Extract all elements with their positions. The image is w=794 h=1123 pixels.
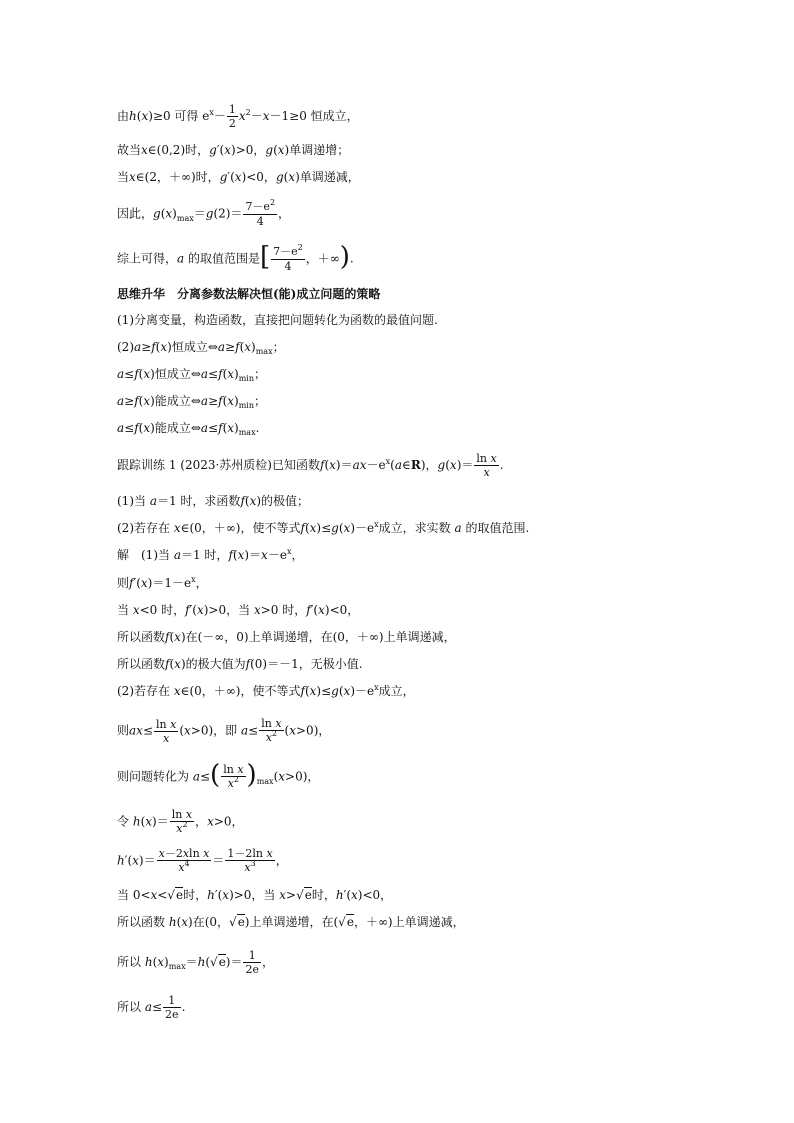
line-1: 由h(x)≥0 可得 $e^x-$ $\frac{1}{2}$ $x^2-x-1\ge 0$ 恒成立， xyxy=(117,103,359,130)
line-5: 综上可得，a 的取值范围是[ $\frac{7-e^2}{4}$ ，＋∞). xyxy=(117,242,354,273)
line-6: 思维升华 分离参数法解决恒(能)成立问题的策略 xyxy=(117,287,381,301)
line-18: 所以函数f(x)在(－∞，0)上单调递增，在(0，＋∞)上单调递减， xyxy=(117,630,456,644)
line-22: 则问题转化为 a≤( $\frac{\text{ln x}}{x^2}$ )$_{max}(x>0)$， xyxy=(117,760,320,790)
line-20: (2)若存在 x∈(0，＋∞)，使不等式$f(x)\le g(x)-e^x$成立， xyxy=(117,683,415,698)
line-26: 所以函数 h(x)在(0，√e)上单调递增，在(√e，＋∞)上单调递减， xyxy=(117,915,465,929)
line-27: 所以 $h(x)_{max}=h(√e)=$ $\frac{1}{2e}$ ， xyxy=(117,949,275,976)
line-16: 则$f'(x)=1-e^x$， xyxy=(117,575,208,590)
line-21: 则ax≤ $\frac{\text{ln x}}{x}$ (x>0)，即 a≤ $\frac{\text{ln x}}{x^2}$ (x>0)， xyxy=(117,717,331,745)
line-10: a≥f(x)能成立$\Leftrightarrow a\ge f(x)_{min}$； xyxy=(117,394,267,410)
line-2: 故当x∈(0,2)时，g′(x)>0，g(x)单调递增； xyxy=(117,143,350,157)
line-7: (1)分离变量，构造函数，直接把问题转化为函数的最值问题. xyxy=(117,313,438,327)
line-17: 当 x<0 时，f′(x)>0，当 x>0 时，f′(x)<0， xyxy=(117,603,360,617)
line-25: 当 0<x<√e时，h′(x)>0，当 x>√e时，h′(x)<0， xyxy=(117,888,393,902)
line-11: a≤f(x)能成立$\Leftrightarrow a\le f(x)_{max}$. xyxy=(117,421,260,437)
line-12: 跟踪训练 1 (2023·苏州质检)已知函数$f(x)=ax-e^x(a\in R)$，g(x)＝ $\frac{\text{ln x}}{x}$ . xyxy=(117,452,504,479)
line-8: (2)a≥f(x)恒成立$\Leftrightarrow a\ge f(x)_{max}$； xyxy=(117,340,285,356)
line-19: 所以函数f(x)的极大值为f(0)＝－1，无极小值. xyxy=(117,657,363,671)
line-24: h′(x)＝ $\frac{\text{x－2xln x}}{x^4}$ ＝ $\frac{\text{1－2ln x}}{x^3}$ ， xyxy=(117,847,288,874)
line-4: 因此，$g(x)_{max}=g(2)=$ $\frac{7-e^2}{4}$ ， xyxy=(117,198,291,228)
line-15: 解 (1)当 a＝1 时，$f(x)=x-e^x$， xyxy=(117,547,304,562)
line-23: 令 h(x)＝ $\frac{\text{ln x}}{x^2}$ ，x>0， xyxy=(117,808,244,835)
line-9: a≤f(x)恒成立$\Leftrightarrow a\le f(x)_{min}$； xyxy=(117,367,267,383)
line-14: (2)若存在 x∈(0，＋∞)，使不等式$f(x)\le g(x)-e^x$成立，求实数 a 的取值范围. xyxy=(117,520,530,535)
line-13: (1)当 a＝1 时，求函数f(x)的极值； xyxy=(117,494,310,508)
line-28: 所以 a≤ $\frac{1}{2e}$ . xyxy=(117,994,186,1021)
line-3: 当x∈(2，＋∞)时，g′(x)<0，g(x)单调递减， xyxy=(117,170,360,184)
